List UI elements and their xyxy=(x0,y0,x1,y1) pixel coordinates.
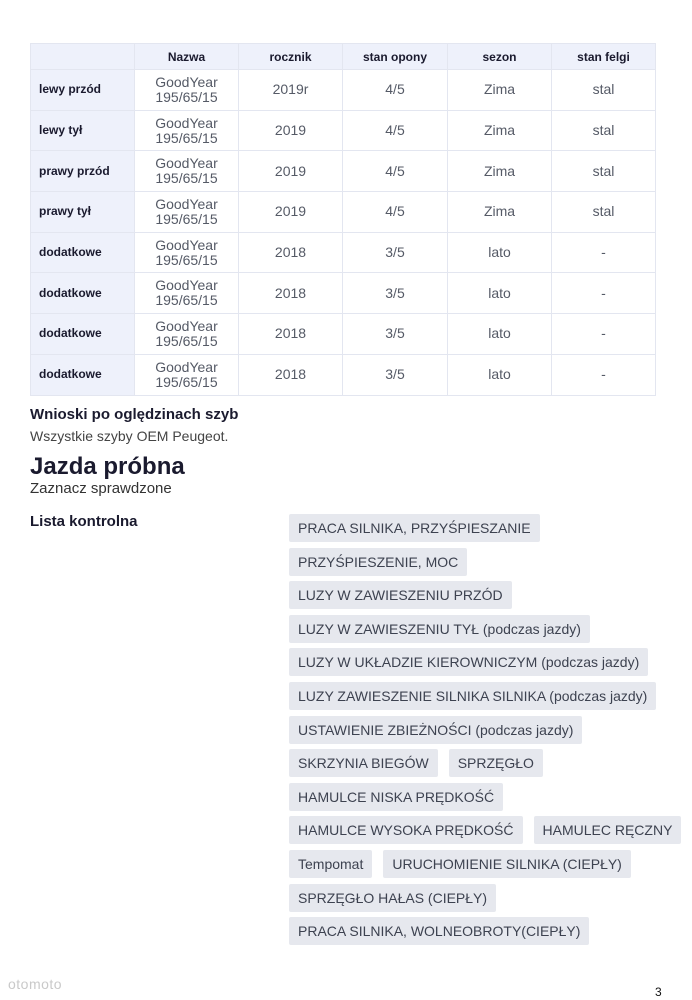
row-rim-condition: - xyxy=(552,232,656,273)
checklist-chip[interactable]: LUZY W ZAWIESZENIU PRZÓD xyxy=(289,581,512,609)
checklist-chip[interactable]: PRACA SILNIKA, PRZYŚPIESZANIE xyxy=(289,514,540,542)
row-tyre-name: GoodYear 195/65/15 xyxy=(135,192,239,233)
checklist-row xyxy=(289,548,669,576)
row-rim-condition: - xyxy=(552,314,656,355)
row-position: dodatkowe xyxy=(31,314,135,355)
row-tyre-condition: 3/5 xyxy=(343,232,448,273)
header-year: rocznik xyxy=(239,44,343,70)
checklist-chip[interactable]: PRZYŚPIESZENIE, MOC xyxy=(289,548,467,576)
table-row xyxy=(31,151,656,192)
test-drive-title: Jazda próbna xyxy=(30,453,185,480)
checklist-chip[interactable]: LUZY W ZAWIESZENIU TYŁ (podczas jazdy) xyxy=(289,615,590,643)
checklist-row xyxy=(289,749,669,777)
checklist-chip[interactable]: USTAWIENIE ZBIEŻNOŚCI (podczas jazdy) xyxy=(289,716,582,744)
row-position: dodatkowe xyxy=(31,354,135,395)
row-tyre-condition: 4/5 xyxy=(343,192,448,233)
row-rim-condition: - xyxy=(552,354,656,395)
row-rim-condition: stal xyxy=(552,110,656,151)
glass-conclusions-title: Wnioski po oględzinach szyb xyxy=(30,406,239,423)
row-position: dodatkowe xyxy=(31,273,135,314)
checklist-chip[interactable]: HAMULCE NISKA PRĘDKOŚĆ xyxy=(289,783,503,811)
table-row xyxy=(31,110,656,151)
header-position xyxy=(31,44,135,70)
checklist-chip[interactable]: URUCHOMIENIE SILNIKA (CIEPŁY) xyxy=(383,850,631,878)
watermark-logo: otomoto xyxy=(8,976,63,992)
checklist-row xyxy=(289,716,669,744)
checklist-row xyxy=(289,514,669,542)
row-year: 2019 xyxy=(239,110,343,151)
table-row xyxy=(31,192,656,233)
glass-conclusions-text: Wszystkie szyby OEM Peugeot. xyxy=(30,428,229,444)
row-tyre-name: GoodYear 195/65/15 xyxy=(135,354,239,395)
checklist-label: Lista kontrolna xyxy=(30,513,138,530)
row-year: 2019 xyxy=(239,151,343,192)
tyre-table xyxy=(30,43,656,396)
checklist-chip[interactable]: SKRZYNIA BIEGÓW xyxy=(289,749,438,777)
checklist-row xyxy=(289,816,673,844)
row-position: dodatkowe xyxy=(31,232,135,273)
row-season: Zima xyxy=(448,70,552,111)
row-rim-condition: - xyxy=(552,273,656,314)
row-rim-condition: stal xyxy=(552,192,656,233)
row-position: prawy tył xyxy=(31,192,135,233)
checklist-row xyxy=(289,783,669,811)
row-year: 2018 xyxy=(239,314,343,355)
header-tyre-condition: stan opony xyxy=(343,44,448,70)
checklist-chip[interactable]: SPRZĘGŁO xyxy=(449,749,543,777)
row-season: lato xyxy=(448,232,552,273)
checklist-chip[interactable]: SPRZĘGŁO HAŁAS (CIEPŁY) xyxy=(289,884,496,912)
row-season: lato xyxy=(448,354,552,395)
row-year: 2019r xyxy=(239,70,343,111)
row-tyre-name: GoodYear 195/65/15 xyxy=(135,314,239,355)
row-tyre-name: GoodYear 195/65/15 xyxy=(135,232,239,273)
table-row xyxy=(31,70,656,111)
header-name: Nazwa xyxy=(135,44,239,70)
row-year: 2018 xyxy=(239,354,343,395)
row-tyre-name: GoodYear 195/65/15 xyxy=(135,273,239,314)
row-position: lewy przód xyxy=(31,70,135,111)
checklist-chip[interactable]: HAMULEC RĘCZNY xyxy=(534,816,682,844)
row-season: Zima xyxy=(448,151,552,192)
checklist-row xyxy=(289,850,669,878)
table-row xyxy=(31,273,656,314)
table-row xyxy=(31,314,656,355)
test-drive-subtitle: Zaznacz sprawdzone xyxy=(30,480,172,497)
row-year: 2018 xyxy=(239,273,343,314)
checklist-row xyxy=(289,648,669,676)
page-number: 3 xyxy=(655,985,662,999)
header-rim-condition: stan felgi xyxy=(552,44,656,70)
row-tyre-condition: 4/5 xyxy=(343,110,448,151)
row-year: 2018 xyxy=(239,232,343,273)
row-position: lewy tył xyxy=(31,110,135,151)
table-row xyxy=(31,232,656,273)
checklist-row xyxy=(289,615,669,643)
row-tyre-condition: 4/5 xyxy=(343,151,448,192)
row-tyre-condition: 3/5 xyxy=(343,354,448,395)
checklist-row xyxy=(289,581,669,609)
row-rim-condition: stal xyxy=(552,70,656,111)
row-tyre-condition: 3/5 xyxy=(343,273,448,314)
row-season: Zima xyxy=(448,192,552,233)
checklist-chip[interactable]: PRACA SILNIKA, WOLNEOBROTY(CIEPŁY) xyxy=(289,917,589,945)
row-year: 2019 xyxy=(239,192,343,233)
checklist-chip[interactable]: LUZY W UKŁADZIE KIEROWNICZYM (podczas jazdy) xyxy=(289,648,648,676)
checklist-chip[interactable]: LUZY ZAWIESZENIE SILNIKA SILNIKA (podczas jazdy) xyxy=(289,682,656,710)
row-rim-condition: stal xyxy=(552,151,656,192)
tyre-table-header-row xyxy=(31,44,656,70)
row-position: prawy przód xyxy=(31,151,135,192)
row-tyre-name: GoodYear 195/65/15 xyxy=(135,70,239,111)
row-tyre-condition: 4/5 xyxy=(343,70,448,111)
checklist-row xyxy=(289,682,669,710)
checklist-chips xyxy=(289,514,673,951)
row-tyre-name: GoodYear 195/65/15 xyxy=(135,151,239,192)
row-season: Zima xyxy=(448,110,552,151)
row-season: lato xyxy=(448,314,552,355)
row-tyre-condition: 3/5 xyxy=(343,314,448,355)
checklist-chip[interactable]: HAMULCE WYSOKA PRĘDKOŚĆ xyxy=(289,816,523,844)
checklist-chip[interactable]: Tempomat xyxy=(289,850,372,878)
checklist-row xyxy=(289,884,669,912)
row-tyre-name: GoodYear 195/65/15 xyxy=(135,110,239,151)
checklist-row xyxy=(289,917,669,945)
header-season: sezon xyxy=(448,44,552,70)
table-row xyxy=(31,354,656,395)
row-season: lato xyxy=(448,273,552,314)
